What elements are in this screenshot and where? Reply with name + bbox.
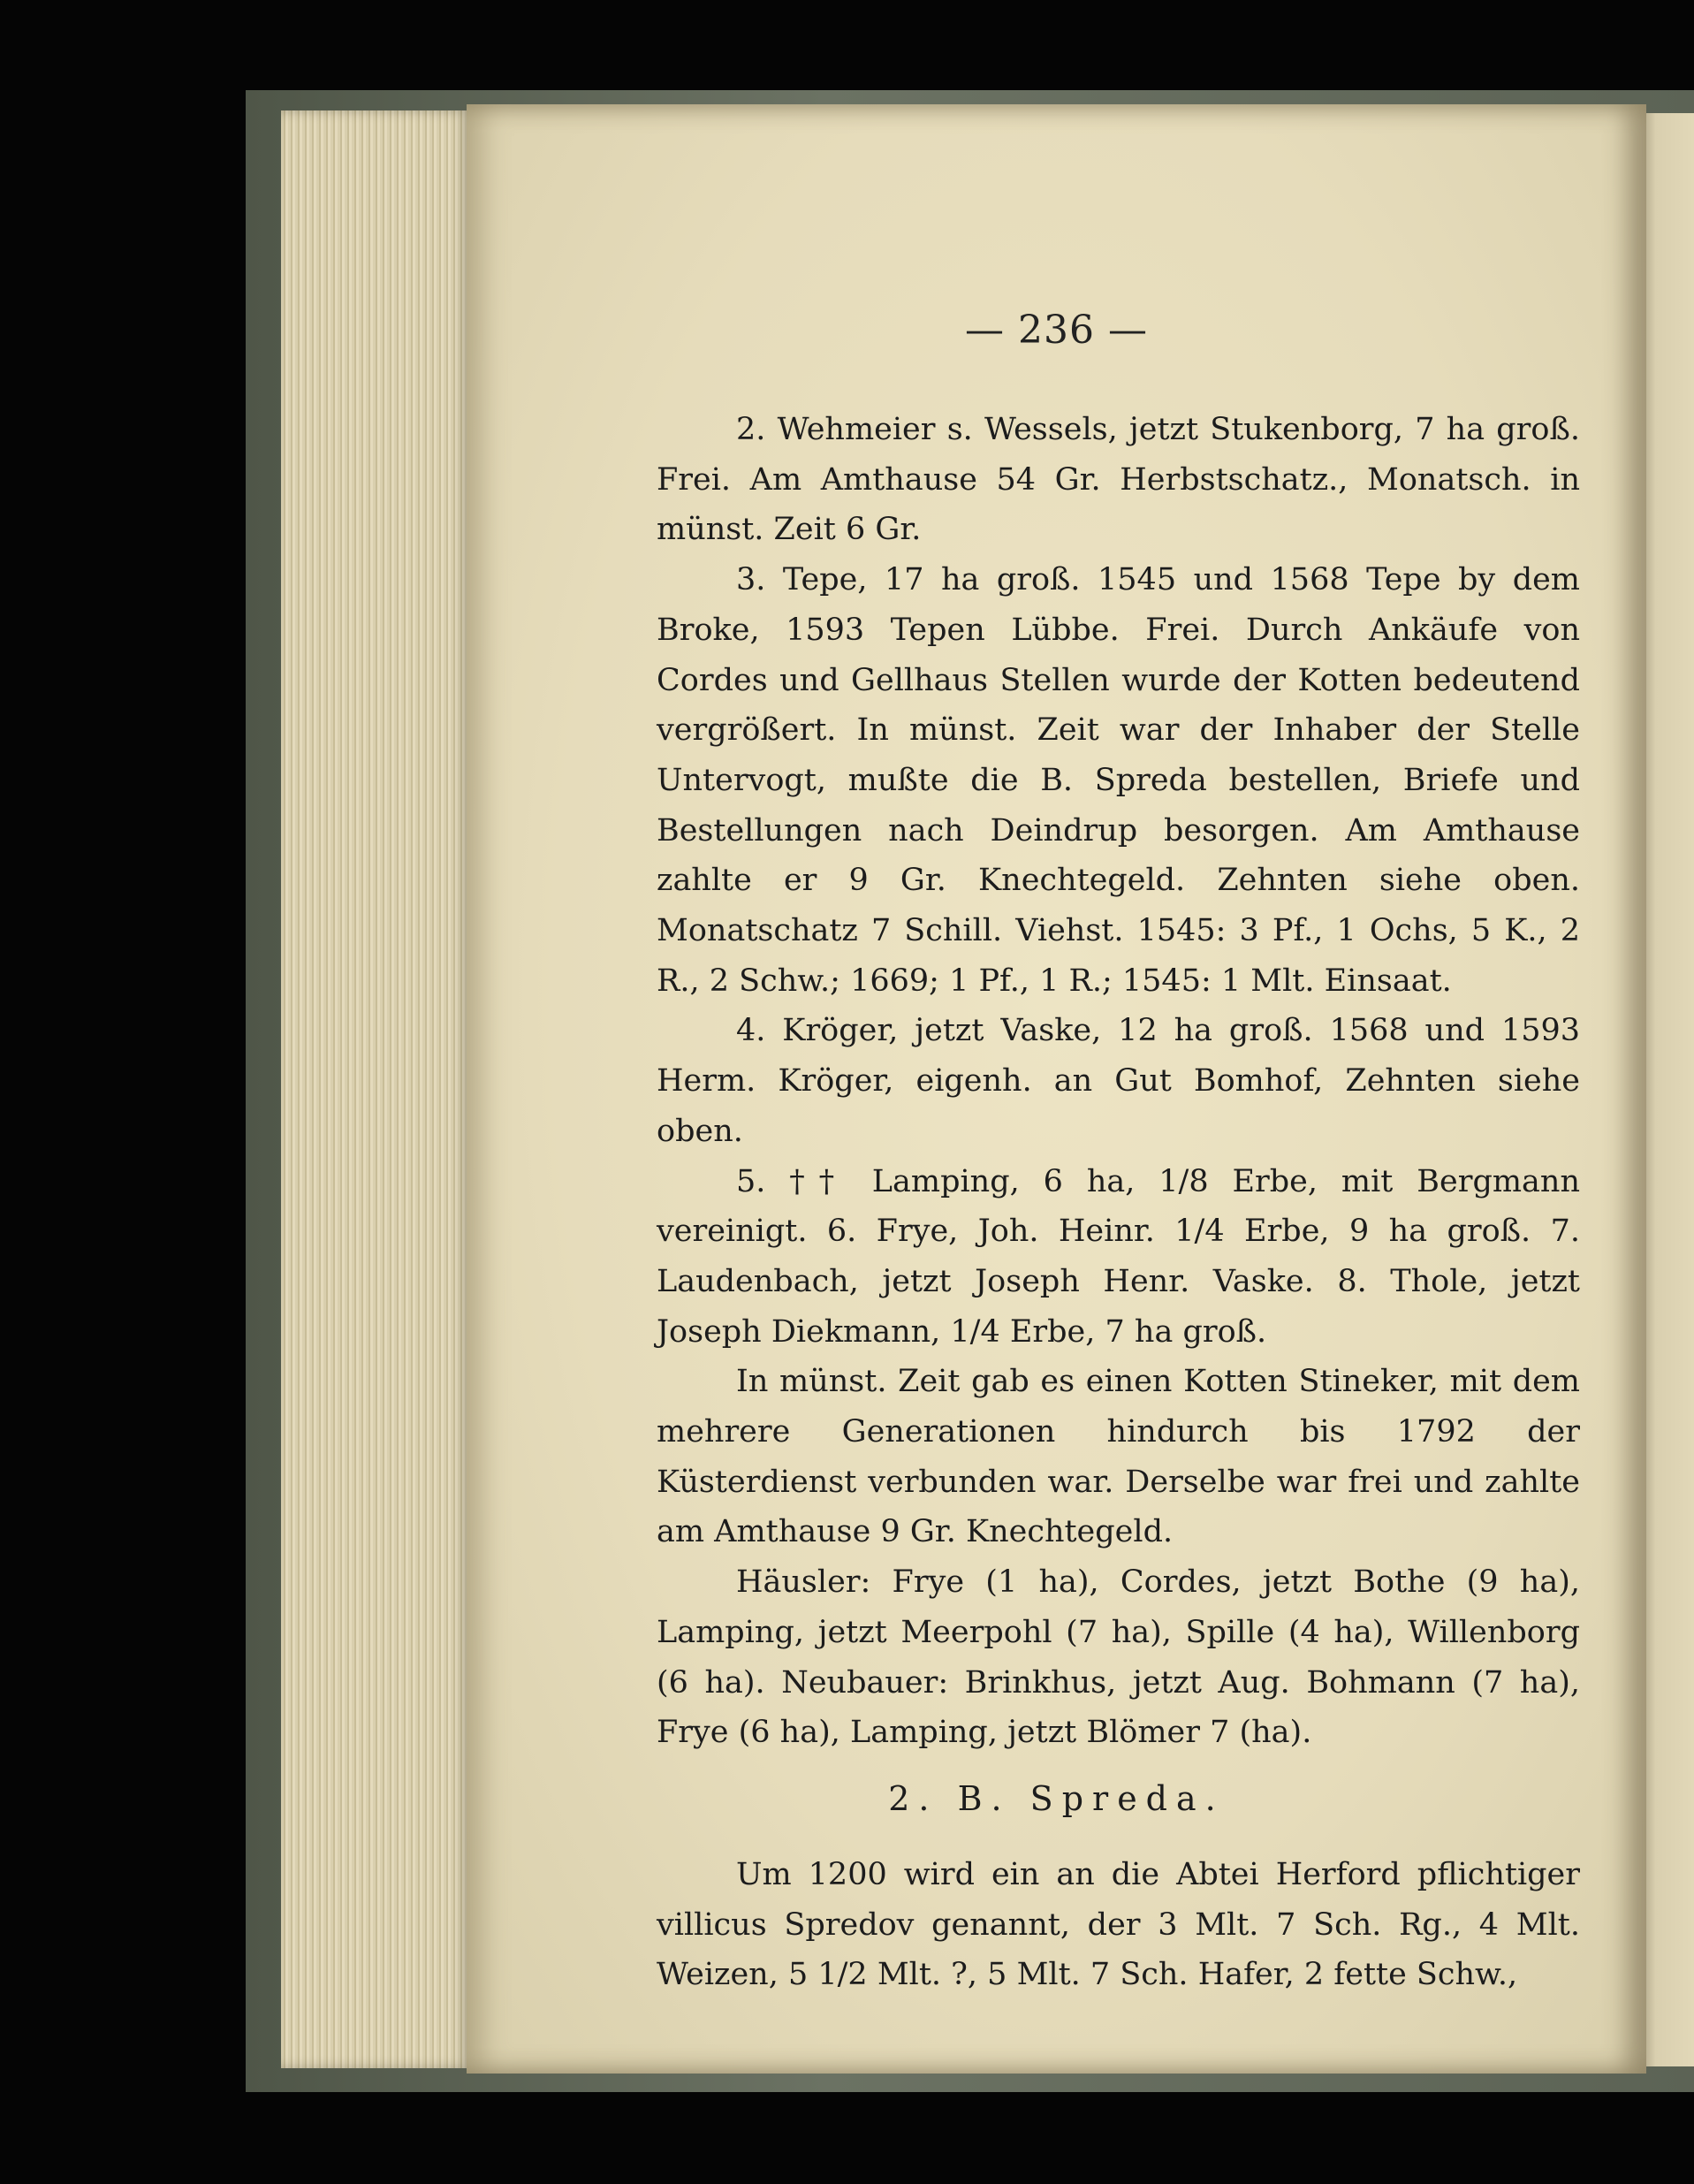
paragraph-tepe: 3. Tepe, 17 ha groß. 1545 und 1568 Tepe by dem Broke, 1593 Tepen Lübbe. Frei. Durch Ankäufe von Cordes und Gellhaus Stellen wurde der Kotten bedeutend vergrößert. In münst. Zeit war der Inhaber der Stelle Untervogt, mußte die B. Spreda bestellen, Briefe und Bestellungen nach Deindrup besorgen. Am Amthause zahlte er 9 Gr. Knechtegeld. Zehnten siehe oben. Monatschatz 7 Schill. Viehst. 1545: 3 Pf., 1 Ochs, 5 K., 2 R., 2 Schw.; 1669; 1 Pf., 1 R.; 1545: 1 Mlt. Einsaat. (657, 562, 1580, 999)
page-body (657, 405, 1580, 1758)
paragraph-stineker: In münst. Zeit gab es einen Kotten Stineker, mit dem mehrere Generationen hindurch bis 1792 der Küsterdienst verbunden war. Derselbe war frei und zahlte am Amthause 9 Gr. Knechtegeld. (657, 1364, 1580, 1550)
paragraph-haeusler: Häusler: Frye (1 ha), Cordes, jetzt Bothe (9 ha), Lamping, jetzt Meerpohl (7 ha), Spille (4 ha), Willenborg (6 ha). Neubauer: Brinkhus, jetzt Aug. Bohmann (7 ha), Frye (6 ha), Lamping, jetzt Blömer 7 (ha). (657, 1564, 1580, 1751)
paragraph-lamping: 5. †† Lamping, 6 ha, 1/8 Erbe, mit Bergmann vereinigt. 6. Frye, Joh. Heinr. 1/4 Erbe, 9 ha groß. 7. Laudenbach, jetzt Joseph Henr. Vaske. 8. Thole, jetzt Joseph Diekmann, 1/4 Erbe, 7 ha groß. (657, 1163, 1580, 1350)
book-page (467, 104, 1646, 2074)
paragraph-kroeger: 4. Kröger, jetzt Vaske, 12 ha groß. 1568 und 1593 Herm. Kröger, eigenh. an Gut Bomhof, Zehnten siehe oben. (657, 1013, 1580, 1149)
paragraph-wehmeier: 2. Wehmeier s. Wessels, jetzt Stukenborg, 7 ha groß. Frei. Am Amthause 54 Gr. Herbstschatz., Monatsch. in münst. Zeit 6 Gr. (657, 412, 1580, 548)
paragraph-spreda: Um 1200 wird ein an die Abtei Herford pflichtiger villicus Spredov genannt, der 3 Mlt. 7 Sch. Rg., 4 Mlt. Weizen, 5 1/2 Mlt. ?, 5 Mlt. 7 Sch. Hafer, 2 fette Schw., (657, 1857, 1580, 1993)
page-stack-edges (281, 110, 471, 2068)
page-number: — 236 — (965, 308, 1148, 353)
section-body (657, 1850, 1580, 2000)
section-heading: 2. B. Spreda. (888, 1779, 1225, 1818)
